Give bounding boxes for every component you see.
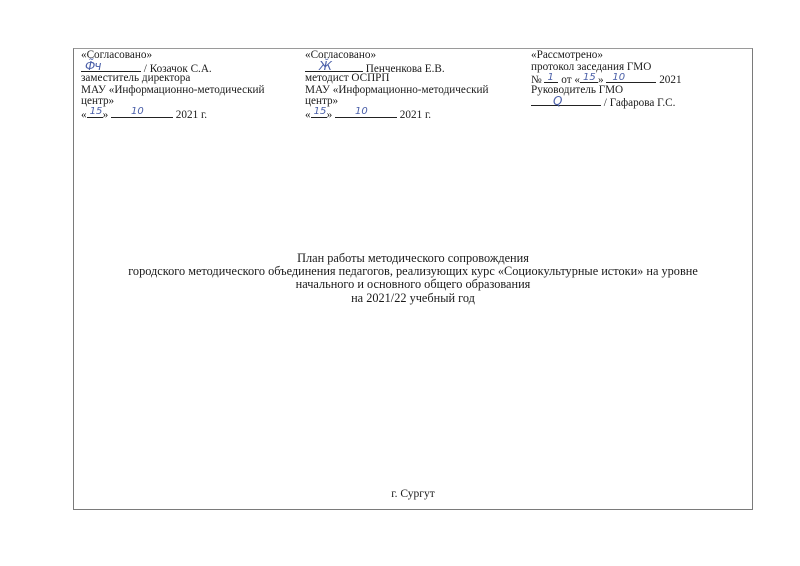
date-year: 2021 — [659, 74, 682, 87]
review-heading: «Рассмотрено» — [531, 49, 603, 61]
signature-blank — [305, 59, 363, 73]
handwritten-signature-icon: Ӂ — [319, 59, 331, 73]
handwritten-signature-icon: Q — [553, 93, 562, 108]
organization-line-2: центр» — [81, 95, 115, 108]
date-month: 10 — [612, 71, 626, 83]
date-day: 15 — [313, 106, 327, 118]
title-line-4: на 2021/22 учебный год — [351, 290, 475, 305]
signer-position: заместитель директора — [81, 72, 191, 85]
signature-blank — [81, 59, 141, 73]
organization-line-1: МАУ «Информационно-методический — [305, 83, 489, 96]
approval-date: « 15 » 10 2021 г. — [81, 106, 208, 121]
date-day: 15 — [583, 71, 596, 83]
title-line-1: План работы методического сопровождения — [297, 251, 529, 265]
protocol-label: протокол заседания ГМО — [531, 60, 652, 73]
review-block — [531, 50, 682, 108]
date-day-blank — [580, 73, 598, 83]
signer-name: / Козачок С.А. — [143, 62, 212, 75]
organization-line-2: центр» — [305, 95, 339, 108]
date-day: 15 — [89, 106, 103, 118]
signature-blank — [531, 93, 601, 108]
date-month-blank — [606, 73, 656, 83]
signature-line — [531, 93, 682, 110]
head-label: Руководитель ГМО — [531, 83, 624, 96]
approval-block-methodist — [305, 50, 489, 120]
date-year: 2021 г. — [175, 108, 208, 121]
approval-block-deputy-director — [81, 50, 265, 120]
approval-heading: «Согласовано» — [81, 49, 153, 61]
signer-name: / Гафарова Г.С. — [603, 97, 676, 110]
date-month: 10 — [130, 106, 144, 118]
protocol-number-date: № 1 от « 15 » 10 2021 — [531, 71, 682, 87]
title-line-3: начального и основного общего образования — [295, 277, 531, 292]
signer-name: Пенченкова Е.В. — [365, 62, 445, 75]
approval-heading: «Согласовано» — [305, 49, 377, 61]
document-title — [73, 252, 753, 305]
date-month: 10 — [354, 106, 368, 118]
date-day-blank — [87, 108, 103, 118]
date-month-blank — [111, 108, 173, 118]
date-year: 2021 г. — [399, 108, 432, 121]
title-line-2: городского методического объединения педагогов, реализующих курс «Социокультурные истоки» на уровне — [128, 264, 698, 279]
approval-date: « 15 » 10 2021 г. — [305, 106, 432, 121]
protocol-number-blank — [544, 73, 558, 83]
date-day-blank — [311, 108, 327, 118]
handwritten-signature-icon: Ф̃ч — [85, 59, 101, 73]
organization-line-1: МАУ «Информационно-методический — [81, 83, 265, 96]
date-month-blank — [335, 108, 397, 118]
city-label: г. Сургут — [391, 488, 435, 500]
protocol-number: 1 — [547, 71, 554, 83]
signer-position: методист ОСПРП — [305, 72, 390, 85]
